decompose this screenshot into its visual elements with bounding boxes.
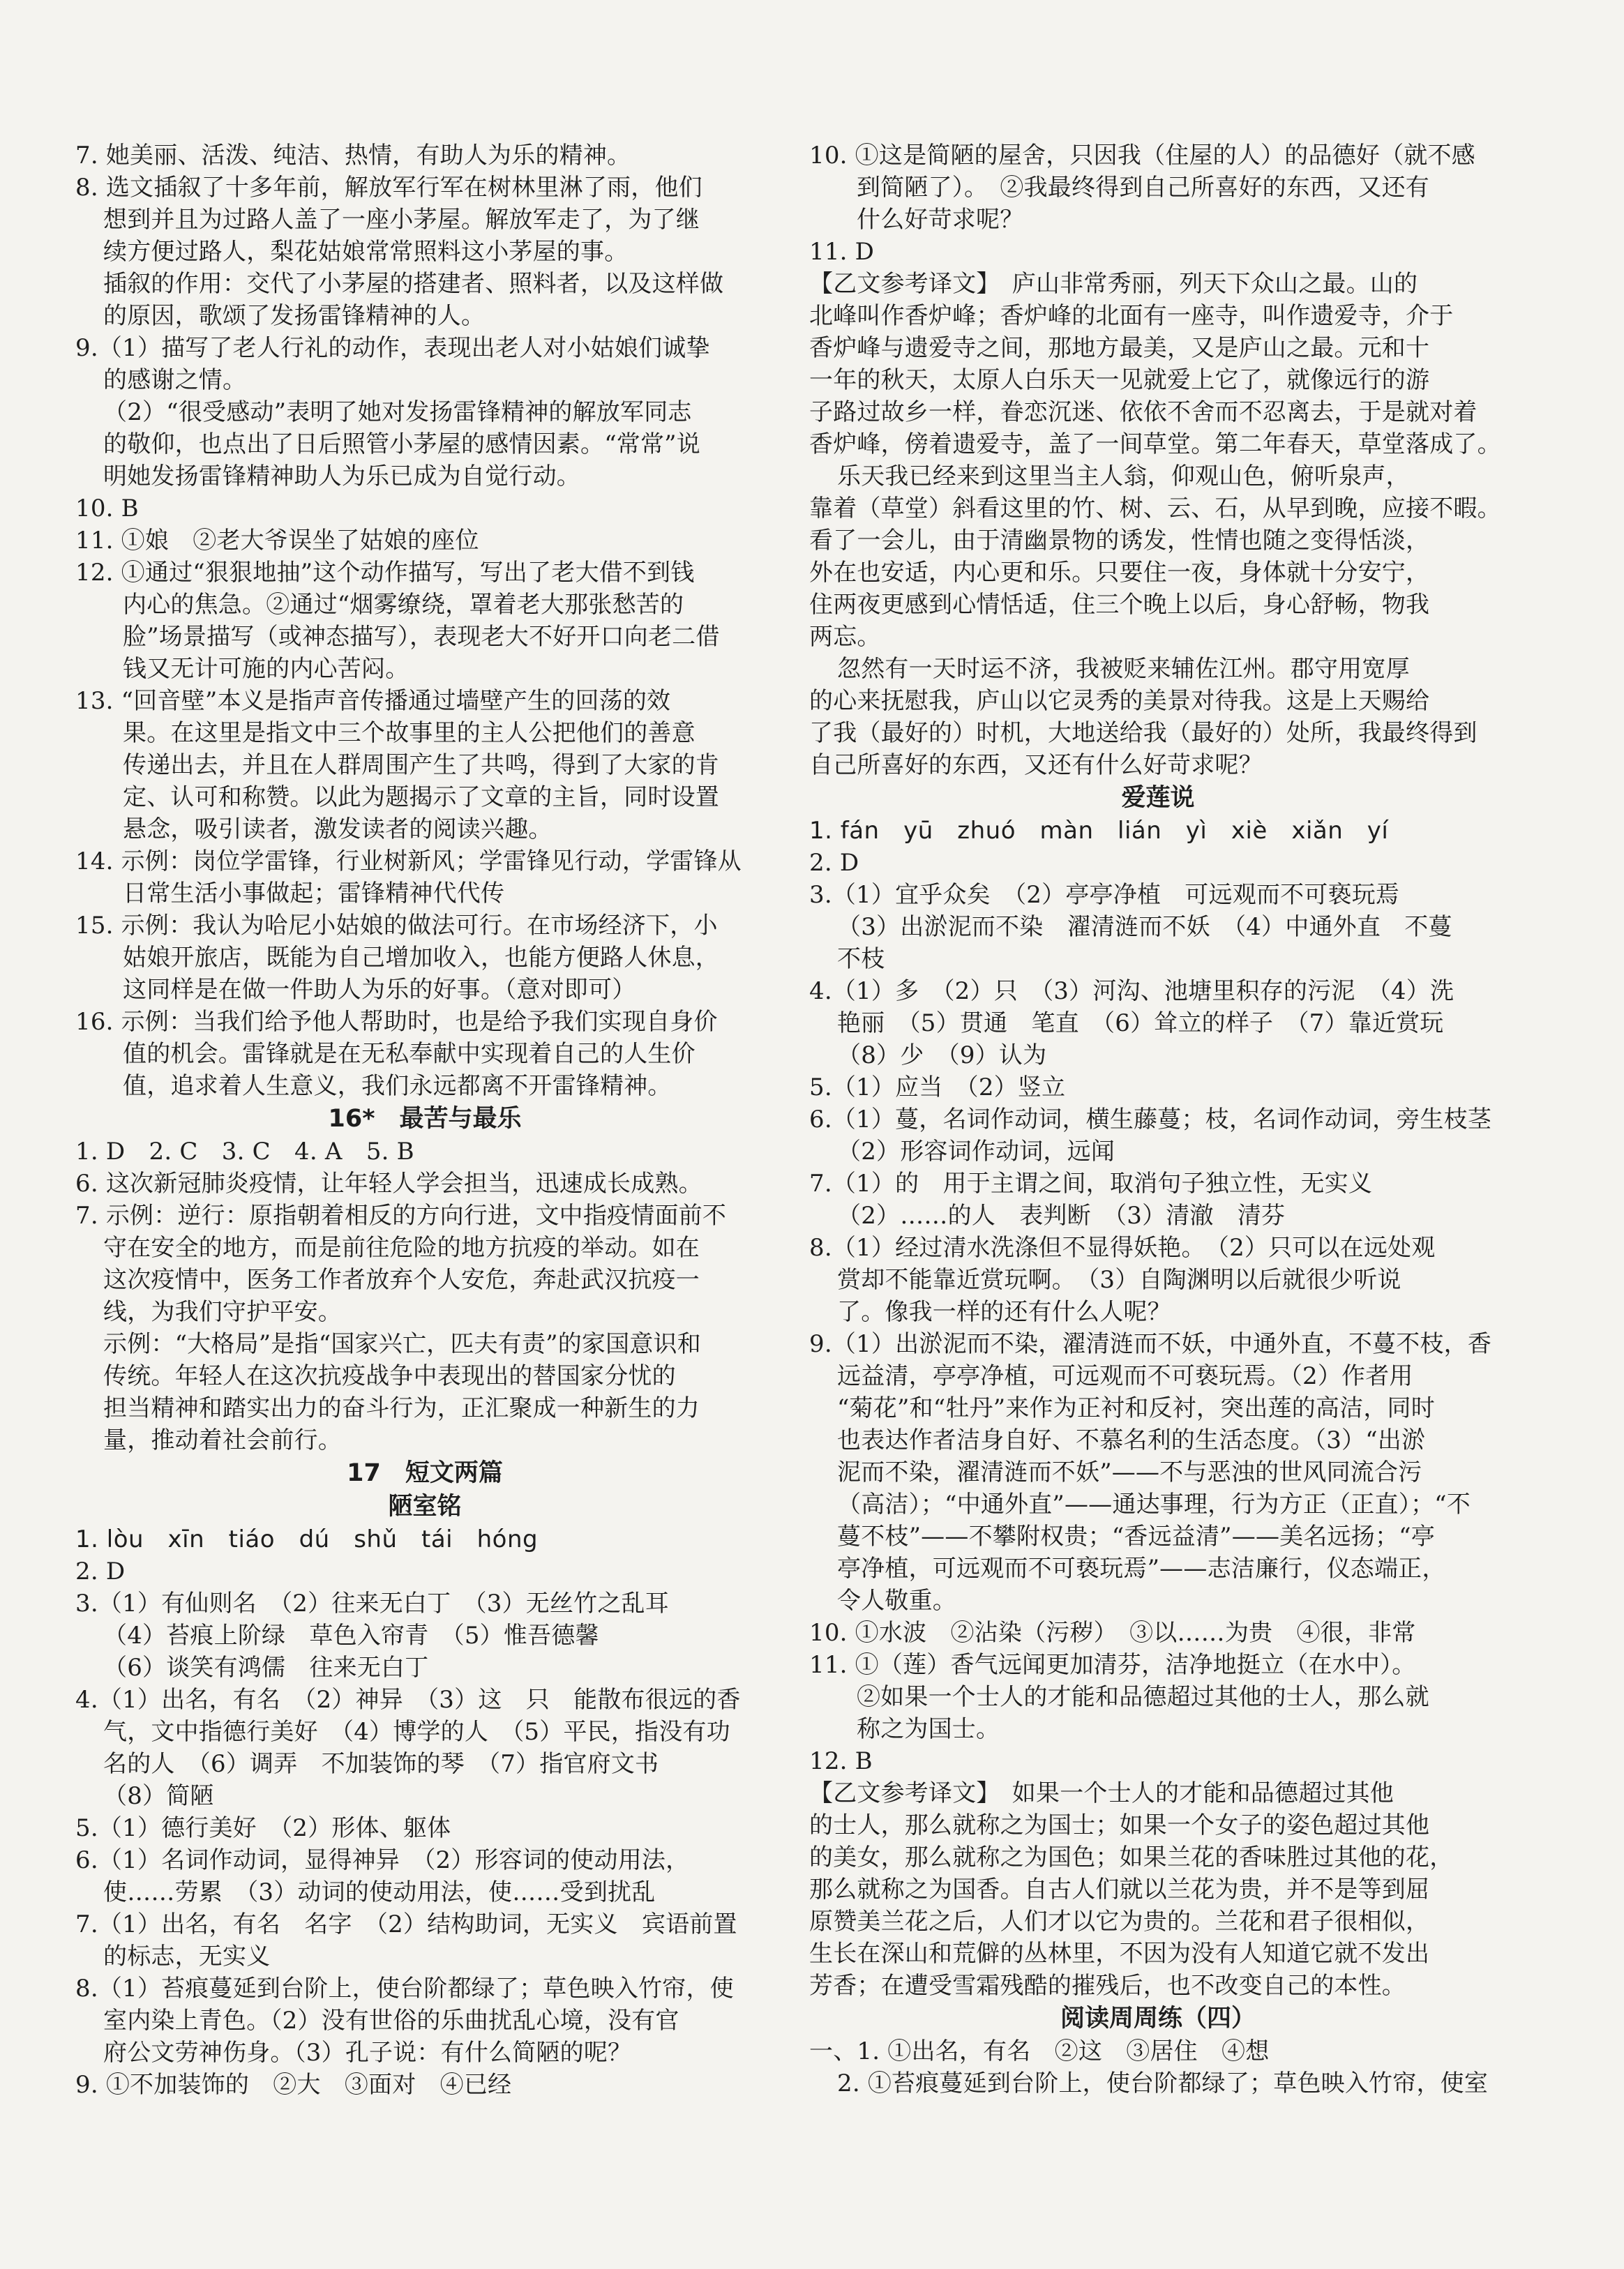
left-text-line: 传递出去，并且在人群周围产生了共鸣，得到了大家的肯 <box>123 751 719 779</box>
left-text-line: 线，为我们守护平安。 <box>103 1298 342 1326</box>
left-column <box>75 140 774 2101</box>
right-text-line: 了。像我一样的还有什么人呢？ <box>837 1298 1171 1326</box>
right-text-line: 一年的秋天，太原人白乐天一见就爱上它了，就像远行的游 <box>809 366 1430 394</box>
left-text-line: 名的人 （6）调弄 不加装饰的琴 （7）指官府文书 <box>103 1750 659 1778</box>
right-text-line: 香炉峰与遗爱寺之间，那地方最美，又是庐山之最。元和十 <box>809 334 1430 362</box>
left-section-heading: 陋室铭 <box>388 1493 462 1521</box>
right-text-line: 6.（1）蔓，名词作动词，横生藤蔓；枝，名词作动词，旁生枝茎 <box>809 1106 1492 1133</box>
left-section-heading: 17 短文两篇 <box>347 1459 503 1487</box>
right-text-line: 那么就称之为国香。自古人们就以兰花为贵，并不是等到屈 <box>809 1876 1430 1904</box>
right-text-line: 到简陋了）。 ②我最终得到自己所喜好的东西，又还有 <box>857 174 1429 202</box>
left-text-line: 6. 这次新冠肺炎疫情，让年轻人学会担当，迅速成长成熟。 <box>75 1170 702 1198</box>
right-text-line: 7.（1）的 用于主谓之间，取消句子独立性，无实义 <box>809 1170 1373 1198</box>
left-text-line: 定、认可和称赞。以此为题揭示了文章的主旨，同时设置 <box>123 783 719 811</box>
right-text-line: 令人敬重。 <box>837 1587 956 1615</box>
left-text-line: 16. 示例：当我们给予他人帮助时，也是给予我们实现自身价 <box>75 1008 718 1036</box>
right-text-line: 5.（1）应当 （2）竖立 <box>809 1073 1066 1101</box>
left-text-line: （8）简陋 <box>103 1782 214 1810</box>
right-text-line: “菊花”和“牡丹”来作为正衬和反衬，突出莲的高洁，同时 <box>837 1394 1435 1422</box>
right-text-line: 称之为国士。 <box>857 1715 1000 1743</box>
left-text-line: 8.（1）苔痕蔓延到台阶上，使台阶都绿了；草色映入竹帘，使 <box>75 1975 734 2003</box>
right-text-line: 靠着（草堂）斜看这里的竹、树、云、石，从早到晚，应接不暇。 <box>809 495 1501 522</box>
left-text-line: 10. B <box>75 495 139 522</box>
right-text-line: 两忘。 <box>809 623 881 651</box>
left-text-line: 4.（1）出名，有名 （2）神异 （3）这 只 能散布很远的香 <box>75 1686 741 1714</box>
left-text-line: 明她发扬雷锋精神助人为乐已成为自觉行动。 <box>103 462 580 490</box>
left-text-line: 值的机会。雷锋就是在无私奉献中实现着自己的人生价 <box>123 1040 696 1068</box>
right-text-line: 子路过故乡一样，眷恋沉迷、依依不舍而不忍离去，于是就对着 <box>809 398 1478 426</box>
left-text-line: 2. D <box>75 1558 126 1585</box>
left-section-heading: 16* 最苦与最乐 <box>328 1105 522 1133</box>
right-text-line: 9.（1）出淤泥而不染，濯清涟而不妖，中通外直，不蔓不枝，香 <box>809 1330 1492 1358</box>
left-text-line: 3.（1）有仙则名 （2）往来无白丁 （3）无丝竹之乱耳 <box>75 1590 669 1618</box>
left-text-line: 的原因，歌颂了发扬雷锋精神的人。 <box>103 302 486 330</box>
left-text-line: 传统。年轻人在这次抗疫战争中表现出的替国家分忧的 <box>103 1362 676 1390</box>
left-text-line: 这同样是在做一件助人为乐的好事。（意对即可） <box>123 976 636 1004</box>
right-text-line: 的心来抚慰我，庐山以它灵秀的美景对待我。这是上天赐给 <box>809 687 1430 715</box>
right-section-heading: 爱莲说 <box>1121 784 1195 812</box>
left-text-line: 果。在这里是指文中三个故事里的主人公把他们的善意 <box>123 719 696 747</box>
left-text-line: 姑娘开旅店，既能为自己增加收入，也能方便路人休息， <box>123 944 719 972</box>
left-text-line: 室内染上青色。（2）没有世俗的乐曲扰乱心境，没有官 <box>103 2007 679 2035</box>
left-text-line: 悬念，吸引读者，激发读者的阅读兴趣。 <box>123 815 552 843</box>
left-text-line: 7.（1）出名，有名 名字 （2）结构助词，无实义 宾语前置 <box>75 1910 737 1938</box>
left-text-line: 插叙的作用：交代了小茅屋的搭建者、照料者，以及这样做 <box>103 270 724 298</box>
left-text-line: 13. “回音壁”本义是指声音传播通过墙壁产生的回荡的效 <box>75 687 671 715</box>
right-text-line: 自己所喜好的东西，又还有什么好苛求呢？ <box>809 751 1263 779</box>
left-text-line: 示例：“大格局”是指“国家兴亡，匹夫有责”的家国意识和 <box>103 1330 701 1358</box>
right-text-line: （3）出淤泥而不染 濯清涟而不妖 （4）中通外直 不蔓 <box>837 913 1452 941</box>
left-text-line: 量，推动着社会前行。 <box>103 1426 342 1454</box>
left-text-line: 府公文劳神伤身。（3）孔子说：有什么简陋的呢？ <box>103 2039 632 2067</box>
left-text-line: （2）“很受感动”表明了她对发扬雷锋精神的解放军同志 <box>103 398 692 426</box>
right-text-line: 【乙文参考译文】 庐山非常秀丽，列天下众山之最。山的 <box>809 270 1418 298</box>
right-text-line: 香炉峰，傍着遗爱寺，盖了一间草堂。第二年春天，草堂落成了。 <box>809 430 1501 458</box>
right-text-line: 芳香；在遭受雪霜残酷的摧残后，也不改变自己的本性。 <box>809 1972 1406 2000</box>
right-text-line: 艳丽 （5）贯通 笔直 （6）耸立的样子 （7）靠近赏玩 <box>837 1009 1444 1037</box>
right-section-heading: 阅读周周练（四） <box>1060 2005 1256 2033</box>
left-text-line: 这次疫情中，医务工作者放弃个人安危，奔赴武汉抗疫一 <box>103 1266 700 1294</box>
left-text-line: 6.（1）名词作动词，显得神异 （2）形容词的使动用法， <box>75 1846 690 1874</box>
right-text-line: 4.（1）多 （2）只 （3）河沟、池塘里积存的污泥 （4）洗 <box>809 977 1454 1005</box>
right-text-line: 10. ①这是简陋的屋舍，只因我（住屋的人）的品德好（就不感 <box>809 142 1475 169</box>
right-text-line: 了我（最好的）时机，大地送给我（最好的）处所，我最终得到 <box>809 719 1478 747</box>
left-text-line: 11. ①娘 ②老大爷误坐了姑娘的座位 <box>75 527 479 555</box>
left-text-line: 担当精神和踏实出力的奋斗行为，正汇聚成一种新生的力 <box>103 1394 700 1422</box>
left-text-line: 气，文中指德行美好 （4）博学的人 （5）平民，指没有功 <box>103 1718 730 1746</box>
right-text-line: 泥而不染，濯清涟而不妖”——不与恶浊的世风同流合污 <box>837 1458 1422 1486</box>
left-text-line: 的敬仰，也点出了日后照管小茅屋的感情因素。“常常”说 <box>103 430 700 458</box>
right-text-line: 11. ①（莲）香气远闻更加清芬，洁净地挺立（在水中）。 <box>809 1651 1416 1679</box>
right-text-line: 远益清，亭亭净植，可远观而不可亵玩焉。（2）作者用 <box>837 1362 1413 1390</box>
left-text-line: 的感谢之情。 <box>103 366 247 394</box>
right-text-line: 8.（1）经过清水洗涤但不显得妖艳。 （2）只可以在远处观 <box>809 1234 1436 1262</box>
right-column <box>809 140 1507 2100</box>
left-text-line: 续方便过路人，梨花姑娘常常照料这小茅屋的事。 <box>103 238 629 266</box>
left-text-line: 值，追求着人生意义，我们永远都离不开雷锋精神。 <box>123 1072 672 1100</box>
right-text-line: 2. ①苔痕蔓延到台阶上，使台阶都绿了；草色映入竹帘，使室 <box>837 2070 1489 2097</box>
left-text-line: 15. 示例：我认为哈尼小姑娘的做法可行。在市场经济下，小 <box>75 912 718 940</box>
left-text-line: 守在安全的地方，而是前往危险的地方抗疫的举动。如在 <box>103 1234 700 1262</box>
right-text-line: 忽然有一天时运不济，我被贬来辅佐江州。郡守用宽厚 <box>837 655 1410 683</box>
left-text-line: （4）苔痕上阶绿 草色入帘青 （5）惟吾德馨 <box>103 1622 599 1650</box>
left-text-line: （6）谈笑有鸿儒 往来无白丁 <box>103 1654 429 1682</box>
right-text-line: 蔓不枝”——不攀附权贵；“香远益清”——美名远扬；“亭 <box>837 1523 1435 1551</box>
right-text-line: 亭净植，可远观而不可亵玩焉”——志洁廉行，仪态端正， <box>837 1555 1446 1583</box>
left-text-line: 想到并且为过路人盖了一座小茅屋。解放军走了，为了继 <box>103 206 700 234</box>
right-text-line: 看了一会儿，由于清幽景物的诱发，性情也随之变得恬淡， <box>809 527 1430 555</box>
left-text-line: 钱又无计可施的内心苦闷。 <box>123 655 409 683</box>
right-text-line: 12. B <box>809 1747 873 1775</box>
right-text-line: 一、1. ①出名，有名 ②这 ③居住 ④想 <box>809 2037 1270 2065</box>
left-text-line: 1. lòu xīn tiáo dú shǔ tái hóng <box>75 1525 539 1553</box>
right-text-line: 也表达作者洁身自好、不慕名利的生活态度。（3）“出淤 <box>837 1426 1426 1454</box>
right-text-line: ②如果一个士人的才能和品德超过其他的士人，那么就 <box>857 1683 1429 1711</box>
left-text-line: 1. D 2. C 3. C 4. A 5. B <box>75 1138 414 1166</box>
right-text-line: 生长在深山和荒僻的丛林里，不因为没有人知道它就不发出 <box>809 1940 1430 1968</box>
left-text-line: 14. 示例：岗位学雷锋，行业树新风；学雷锋见行动，学雷锋从 <box>75 847 742 875</box>
right-text-line: （高洁）；“中通外直”——通达事理，行为方正（正直）；“不 <box>837 1491 1471 1518</box>
left-text-line: 脸”场景描写（或神态描写），表现老大不好开口向老二借 <box>123 623 720 651</box>
left-text-line: 内心的焦急。②通过“烟雾缭绕，罩着老大那张愁苦的 <box>123 591 684 619</box>
left-text-line: 的标志，无实义 <box>103 1943 271 1970</box>
right-text-line: （2）形容词作动词，远闻 <box>837 1138 1115 1166</box>
left-text-line: 日常生活小事做起；雷锋精神代代传 <box>123 880 505 907</box>
right-text-line: 的士人，那么就称之为国士；如果一个女子的姿色超过其他 <box>809 1811 1430 1839</box>
right-text-line: 住两夜更感到心情恬适，住三个晚上以后，身心舒畅，物我 <box>809 591 1430 619</box>
left-text-line: 7. 示例：逆行：原指朝着相反的方向行进，文中指疫情面前不 <box>75 1202 727 1230</box>
right-text-line: 北峰叫作香炉峰；香炉峰的北面有一座寺，叫作遗爱寺，介于 <box>809 302 1454 330</box>
right-text-line: （8）少 （9）认为 <box>837 1041 1047 1069</box>
left-text-line: 使……劳累 （3）动词的使动用法，使……受到扰乱 <box>103 1878 656 1906</box>
right-text-line: 赏却不能靠近赏玩啊。 （3）自陶渊明以后就很少听说 <box>837 1266 1401 1294</box>
left-text-line: 9.（1）描写了老人行礼的动作，表现出老人对小姑娘们诚挚 <box>75 334 710 362</box>
right-text-line: 2. D <box>809 849 859 877</box>
right-text-line: 10. ①水波 ②沾染（污秽） ③以……为贵 ④很，非常 <box>809 1619 1416 1647</box>
right-text-line: 的美女，那么就称之为国色；如果兰花的香味胜过其他的花， <box>809 1844 1454 1871</box>
right-text-line: 什么好苛求呢？ <box>857 206 1024 234</box>
right-text-line: 外在也安适，内心更和乐。只要住一夜，身体就十分安宁， <box>809 559 1430 587</box>
left-text-line: 5.（1）德行美好 （2）形体、躯体 <box>75 1814 451 1842</box>
right-text-line: 1. fán yū zhuó màn lián yì xiè xiǎn yí <box>809 817 1389 845</box>
right-text-line: 不枝 <box>837 945 885 973</box>
right-text-line: 3.（1）宜乎众矣 （2）亭亭净植 可远观而不可亵玩焉 <box>809 881 1400 909</box>
right-text-line: 11. D <box>809 238 875 266</box>
right-text-line: 原赞美兰花之后，人们才以它为贵的。兰花和君子很相似， <box>809 1908 1430 1936</box>
right-text-line: （2）……的人 表判断 （3）清澈 清芬 <box>837 1202 1286 1230</box>
right-text-line: 【乙文参考译文】 如果一个士人的才能和品德超过其他 <box>809 1779 1394 1807</box>
left-text-line: 9. ①不加装饰的 ②大 ③面对 ④已经 <box>75 2071 512 2099</box>
left-text-line: 12. ①通过“狠狠地抽”这个动作描写，写出了老大借不到钱 <box>75 559 695 587</box>
left-text-line: 8. 选文插叙了十多年前，解放军行军在树林里淋了雨，他们 <box>75 174 702 202</box>
left-text-line: 7. 她美丽、活泼、纯洁、热情，有助人为乐的精神。 <box>75 142 631 169</box>
right-text-line: 乐天我已经来到这里当主人翁，仰观山色，俯听泉声， <box>837 462 1410 490</box>
